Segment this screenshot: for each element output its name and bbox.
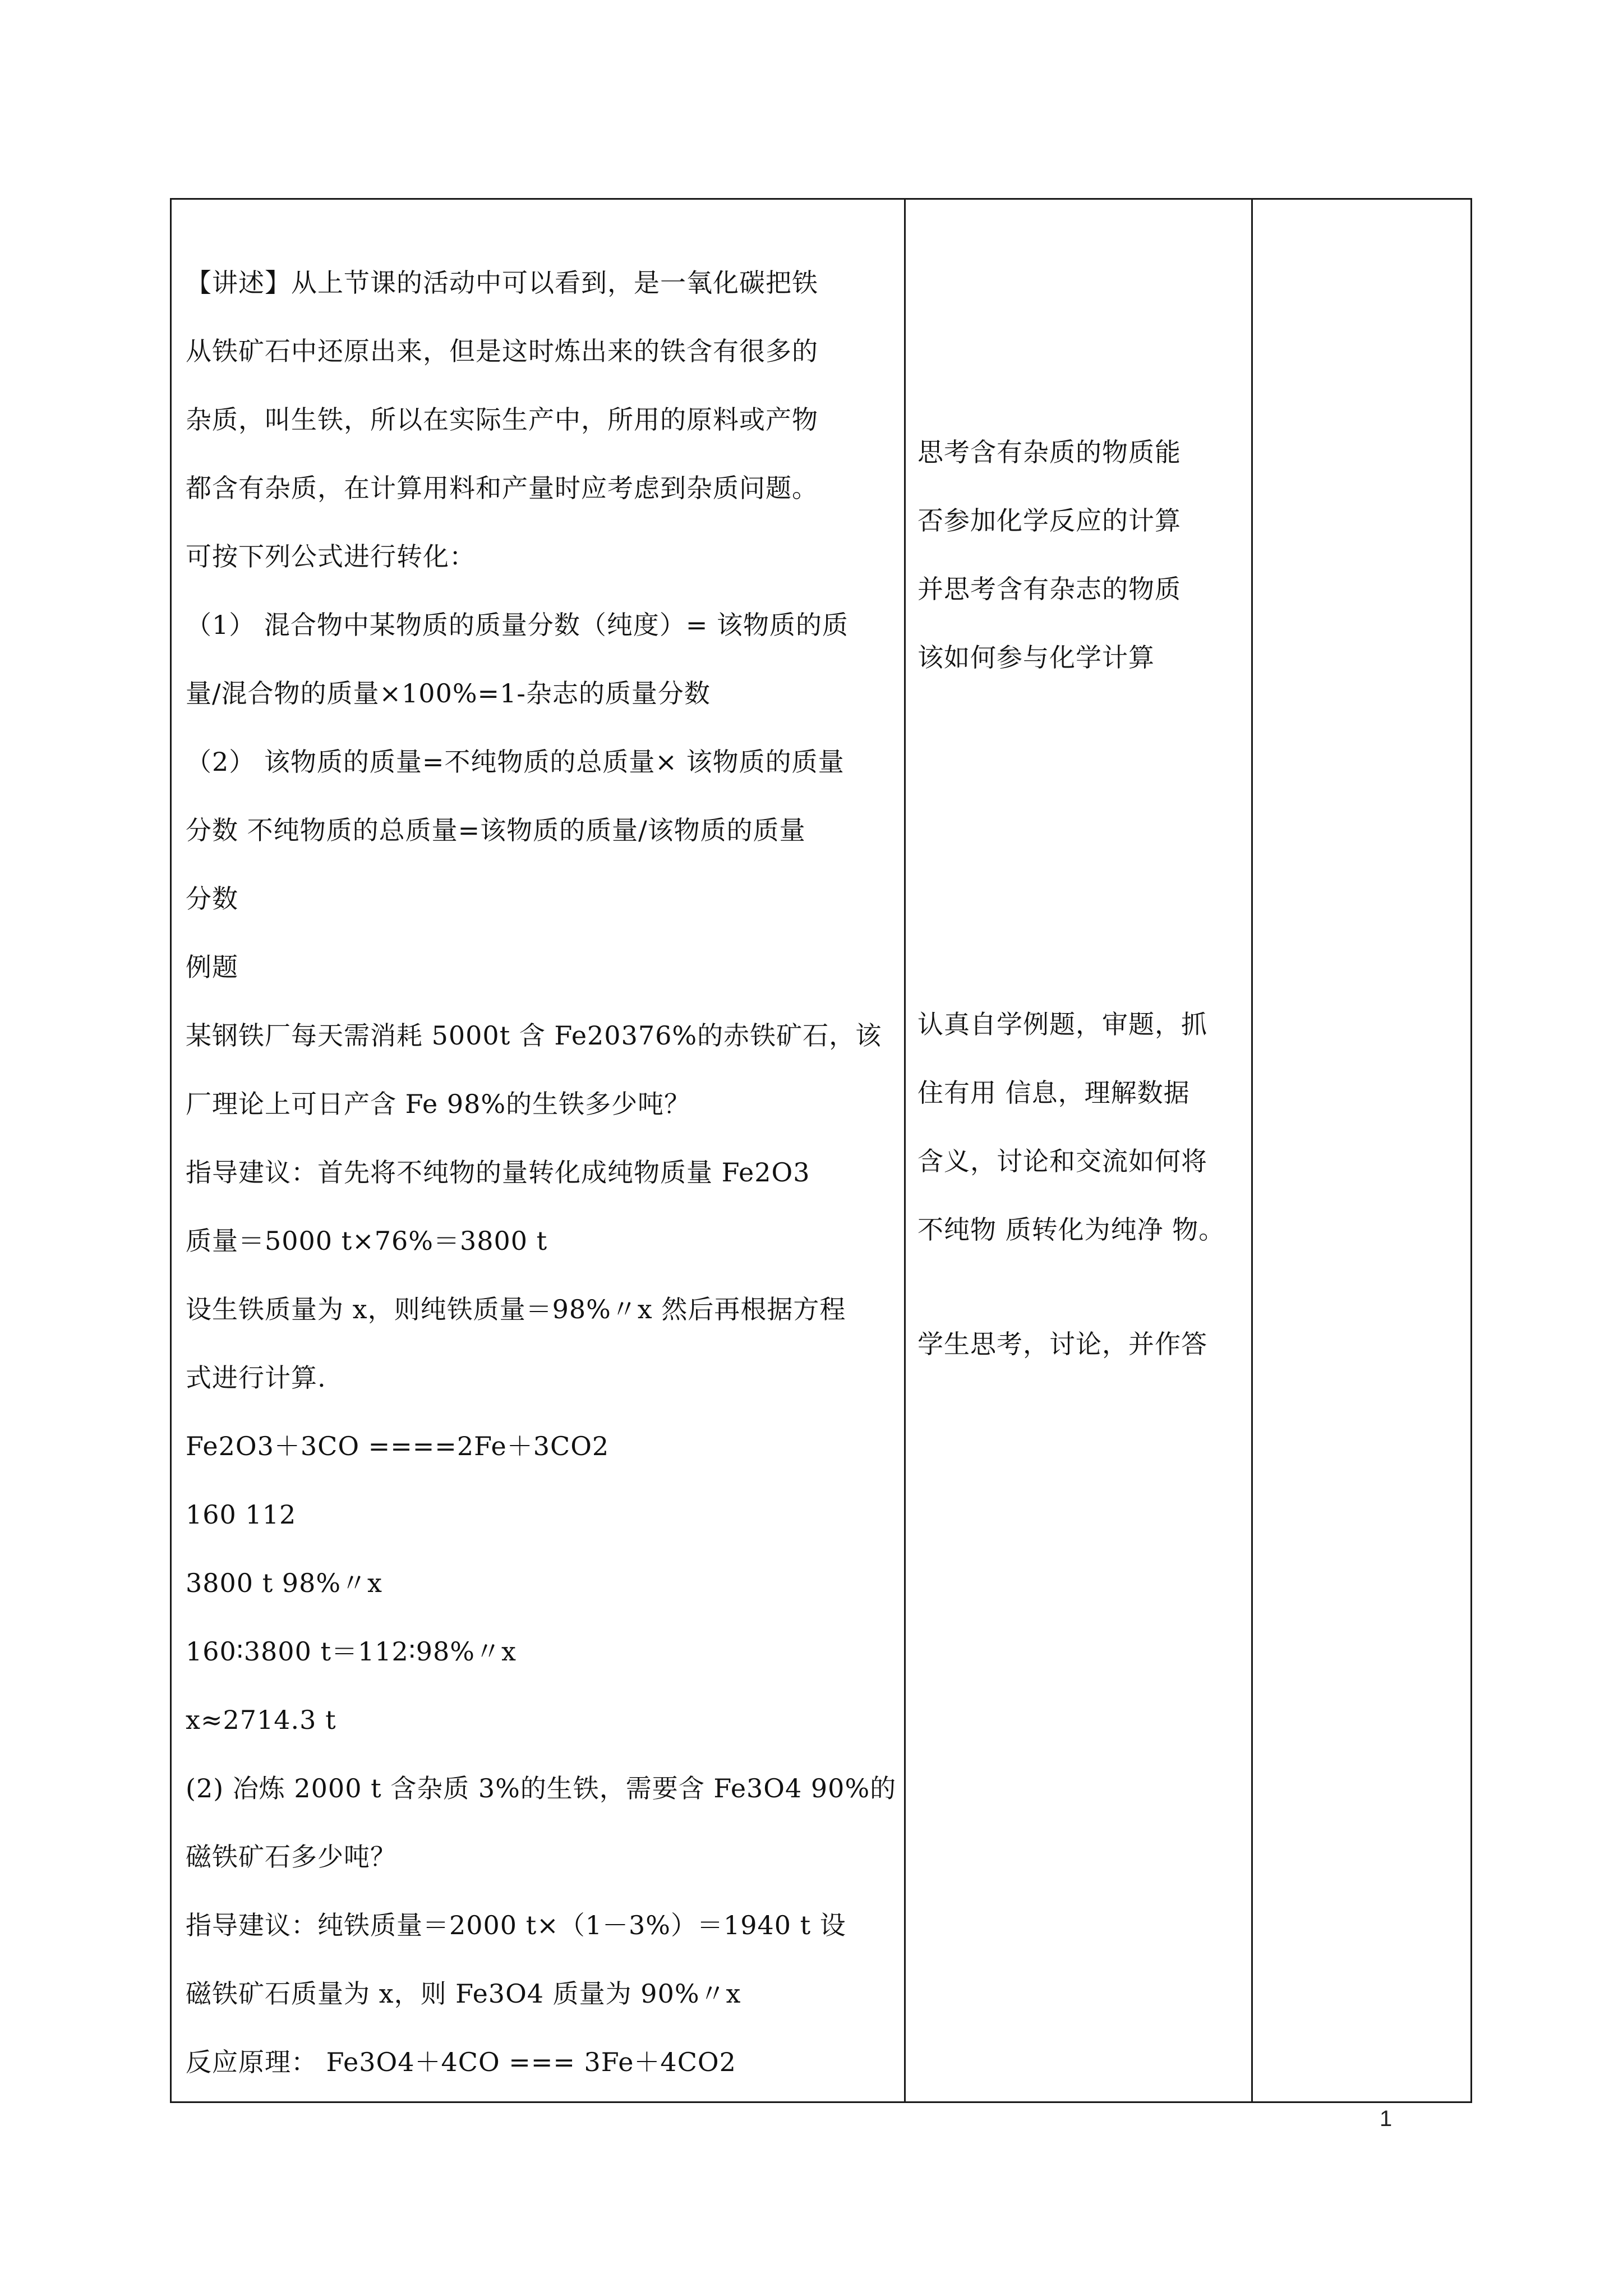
column-divider: [1251, 200, 1253, 2101]
student-text-line: 不纯物 质转化为纯净 物。: [917, 1214, 1225, 1245]
reaction-principle-line: 反应原理： Fe3O4＋4CO === 3Fe＋4CO2: [186, 2047, 736, 2077]
student-text-line: 否参加化学反应的计算: [917, 505, 1181, 536]
text-line: 从铁矿石中还原出来，但是这时炼出来的铁含有很多的: [186, 336, 818, 366]
text-line: 【讲述】从上节课的活动中可以看到，是一氧化碳把铁: [186, 268, 818, 298]
guidance-line: 设生铁质量为 x，则纯铁质量＝98%〃x 然后再根据方程: [186, 1294, 846, 1324]
student-text-line: 并思考含有杂志的物质: [917, 574, 1181, 604]
guidance-line: 指导建议：首先将不纯物的量转化成纯物质量 Fe2O3: [186, 1157, 810, 1188]
student-text-line: 认真自学例题，审题，抓: [917, 1009, 1207, 1039]
formula-2-line: 分数 不纯物质的总质量=该物质的质量/该物质的质量: [186, 815, 806, 845]
guidance-line: 磁铁矿石质量为 x，则 Fe3O4 质量为 90%〃x: [186, 1978, 741, 2009]
text-line: 可按下列公式进行转化：: [186, 541, 476, 572]
page-number: 1: [1380, 2106, 1393, 2131]
formula-1-line: （1） 混合物中某物质的质量分数（纯度）= 该物质的质: [186, 610, 849, 640]
answer-line: x≈2714.3 t: [186, 1705, 336, 1735]
column-divider: [904, 200, 906, 2101]
example-question: 厂理论上可日产含 Fe 98%的生铁多少吨？: [186, 1089, 691, 1119]
equation-line: 160 112: [186, 1499, 297, 1530]
guidance-line: 指导建议：纯铁质量＝2000 t×（1－3%）＝1940 t 设: [186, 1910, 846, 1940]
guidance-line: 式进行计算.: [186, 1363, 326, 1393]
student-text-line: 含义，讨论和交流如何将: [917, 1146, 1207, 1176]
example-2-question: 磁铁矿石多少吨？: [186, 1842, 396, 1872]
equation-line: Fe2O3＋3CO ====2Fe＋3CO2: [186, 1431, 610, 1461]
example-2-question: (2) 冶炼 2000 t 含杂质 3%的生铁，需要含 Fe3O4 90%的: [186, 1773, 897, 1803]
text-line: 都含有杂质，在计算用料和产量时应考虑到杂质问题。: [186, 473, 818, 503]
student-text-line: 学生思考，讨论，并作答: [917, 1329, 1207, 1359]
equation-line: 3800 t 98%〃x: [186, 1568, 382, 1598]
formula-2-line: （2） 该物质的质量=不纯物质的总质量× 该物质的质量: [186, 747, 845, 777]
text-line: 杂质，叫生铁，所以在实际生产中，所用的原料或产物: [186, 404, 818, 435]
example-heading: 例题: [186, 952, 238, 982]
student-text-line: 该如何参与化学计算: [917, 642, 1155, 673]
formula-2-line: 分数: [186, 884, 238, 914]
lesson-table: [170, 198, 1472, 2103]
student-text-line: 思考含有杂质的物质能: [917, 437, 1181, 467]
guidance-line: 质量＝5000 t×76%＝3800 t: [186, 1226, 548, 1256]
student-text-line: 住有用 信息，理解数据: [917, 1078, 1190, 1108]
example-question: 某钢铁厂每天需消耗 5000t 含 Fe20376%的赤铁矿石，该: [186, 1020, 882, 1051]
formula-1-line: 量/混合物的质量×100%=1-杂志的质量分数: [186, 678, 711, 708]
equation-line: 160∶3800 t＝112∶98%〃x: [186, 1636, 517, 1667]
